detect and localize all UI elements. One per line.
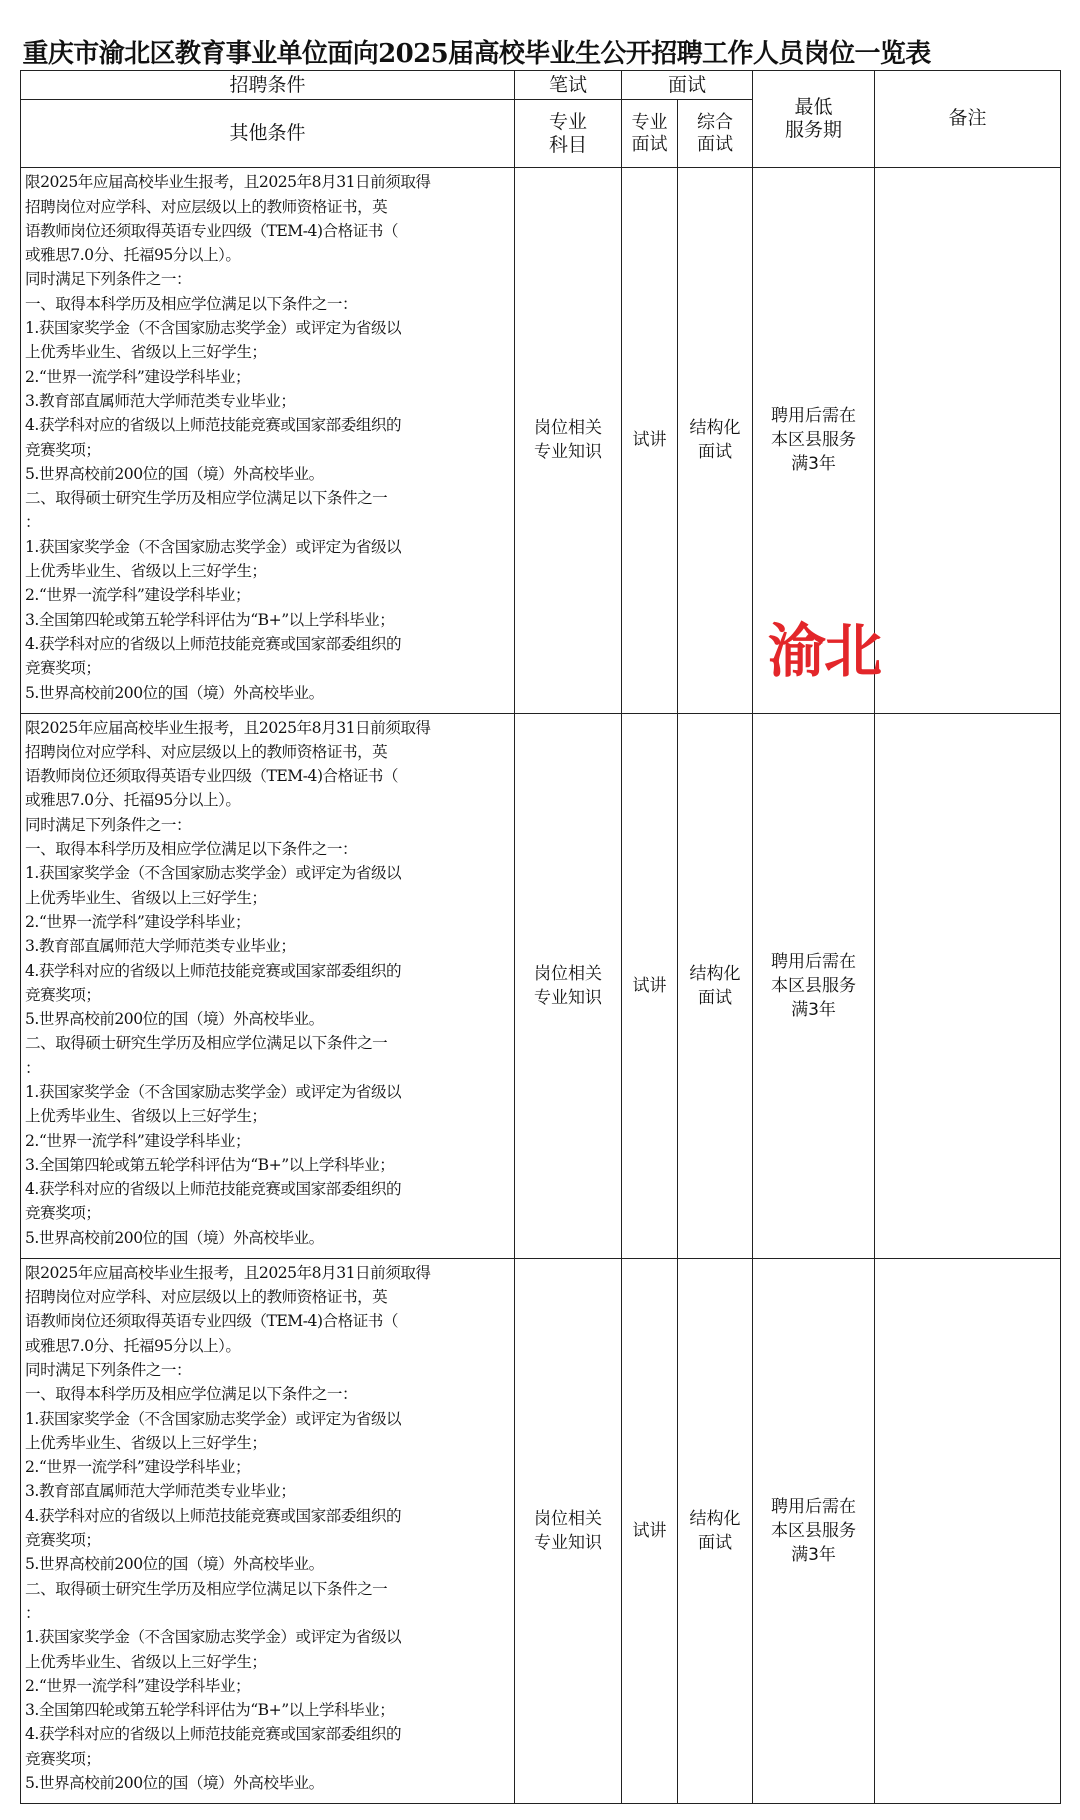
header-interview: 面试 — [622, 71, 753, 100]
table-body — [21, 168, 1061, 1804]
condition-line: 3.全国第四轮或第五轮学科评估为“B+”以上学科毕业； — [25, 610, 395, 629]
watermark-stamp: 渝北 — [768, 617, 881, 685]
condition-line: 2.“世界一流学科”建设学科毕业； — [25, 586, 251, 605]
condition-line: 或雅思7.0分、托福95分以上）。 — [25, 791, 241, 810]
condition-line: 4.获学科对应的省级以上师范技能竞赛或国家部委组织的 — [25, 1725, 402, 1744]
condition-line: 上优秀毕业生、省级以上三好学生； — [25, 562, 267, 581]
written-exam-cell-line: 专业知识 — [534, 987, 602, 1008]
condition-line: 招聘岗位对应学科、对应层级以上的教师资格证书，英 — [25, 742, 388, 761]
condition-line: ： — [25, 1603, 41, 1622]
header-general-interview-line1: 综合 — [697, 111, 733, 133]
condition-line: 竞赛奖项； — [25, 659, 101, 678]
condition-line: 5.世界高校前200位的国（境）外高校毕业。 — [25, 464, 324, 483]
condition-line: 2.“世界一流学科”建设学科毕业； — [25, 912, 251, 931]
condition-line: 竞赛奖项； — [25, 985, 101, 1004]
major-interview-cell — [622, 1258, 678, 1803]
major-interview-cell-line: 试讲 — [632, 1520, 667, 1541]
major-interview-cell — [622, 713, 678, 1258]
condition-line: 3.教育部直属师范大学师范类专业毕业； — [25, 391, 296, 410]
min-service-cell-line: 满3年 — [791, 999, 836, 1020]
header-recruit-conditions: 招聘条件 — [21, 71, 515, 100]
condition-line: 竞赛奖项； — [25, 1531, 101, 1550]
condition-line: 2.“世界一流学科”建设学科毕业； — [25, 1458, 251, 1477]
header-min-service-line1: 最低 — [794, 96, 833, 119]
header-major-interview-line2: 面试 — [631, 133, 668, 155]
condition-line: 4.获学科对应的省级以上师范技能竞赛或国家部委组织的 — [25, 1180, 402, 1199]
written-exam-cell-line: 岗位相关 — [534, 418, 602, 439]
page-title: 重庆市渝北区教育事业单位面向2025届高校毕业生公开招聘工作人员岗位一览表 — [22, 38, 931, 69]
conditions-cell — [21, 168, 515, 713]
condition-line: 招聘岗位对应学科、对应层级以上的教师资格证书，英 — [25, 197, 388, 216]
table-row — [21, 1258, 1061, 1803]
general-interview-cell-line: 面试 — [698, 1532, 732, 1553]
condition-line: 4.获学科对应的省级以上师范技能竞赛或国家部委组织的 — [25, 416, 402, 435]
condition-line: 1.获国家奖学金（不含国家励志奖学金）或评定为省级以 — [25, 1409, 402, 1428]
conditions-cell — [21, 713, 515, 1258]
condition-line: 一、取得本科学历及相应学位满足以下条件之一： — [25, 294, 358, 313]
condition-line: 5.世界高校前200位的国（境）外高校毕业。 — [25, 1774, 324, 1792]
header-major-subject-line2: 科目 — [548, 133, 587, 156]
condition-line: ： — [25, 1058, 41, 1077]
written-exam-cell-line: 专业知识 — [534, 442, 602, 463]
condition-line: 1.获国家奖学金（不含国家励志奖学金）或评定为省级以 — [25, 864, 402, 883]
condition-line: 限2025年应届高校毕业生报考，且2025年8月31日前须取得 — [25, 1263, 431, 1282]
condition-line: 上优秀毕业生、省级以上三好学生； — [25, 1652, 267, 1671]
condition-line: 一、取得本科学历及相应学位满足以下条件之一： — [25, 1385, 358, 1404]
remark-cell — [875, 168, 1061, 713]
condition-line: 语教师岗位还须取得英语专业四级（TEM-4)合格证书（ — [25, 767, 398, 786]
condition-line: 3.全国第四轮或第五轮学科评估为“B+”以上学科毕业； — [25, 1155, 395, 1174]
condition-line: 同时满足下列条件之一： — [25, 270, 192, 289]
general-interview-cell — [678, 713, 753, 1258]
header-major-interview — [622, 100, 678, 168]
condition-line: 1.获国家奖学金（不含国家励志奖学金）或评定为省级以 — [25, 1082, 402, 1101]
condition-line: 限2025年应届高校毕业生报考，且2025年8月31日前须取得 — [25, 718, 431, 737]
condition-line: 限2025年应届高校毕业生报考，且2025年8月31日前须取得 — [25, 173, 431, 192]
condition-line: 2.“世界一流学科”建设学科毕业； — [25, 1131, 251, 1150]
min-service-cell-line: 聘用后需在 — [771, 951, 856, 972]
condition-line: 招聘岗位对应学科、对应层级以上的教师资格证书，英 — [25, 1288, 388, 1307]
header-remarks: 备注 — [875, 71, 1061, 168]
min-service-cell-line: 聘用后需在 — [771, 1496, 856, 1517]
written-exam-cell-line: 专业知识 — [534, 1532, 602, 1553]
header-other-conditions: 其他条件 — [21, 100, 515, 168]
written-exam-cell — [515, 1258, 622, 1803]
min-service-cell-line: 本区县服务 — [771, 430, 856, 451]
general-interview-cell — [678, 1258, 753, 1803]
condition-line: 同时满足下列条件之一： — [25, 1360, 192, 1379]
min-service-cell — [753, 1258, 875, 1803]
condition-line: 5.世界高校前200位的国（境）外高校毕业。 — [25, 1555, 324, 1574]
condition-line: 二、取得硕士研究生学历及相应学位满足以下条件之一 — [25, 1034, 388, 1053]
condition-line: 3.教育部直属师范大学师范类专业毕业； — [25, 937, 296, 956]
condition-line: 2.“世界一流学科”建设学科毕业； — [25, 1676, 251, 1695]
condition-line: 4.获学科对应的省级以上师范技能竞赛或国家部委组织的 — [25, 1506, 402, 1525]
header-major-subject-line1: 专业 — [548, 110, 587, 133]
remark-cell — [875, 713, 1061, 1258]
table-row — [21, 713, 1061, 1258]
condition-line: 语教师岗位还须取得英语专业四级（TEM-4)合格证书（ — [25, 221, 398, 240]
condition-line: 二、取得硕士研究生学历及相应学位满足以下条件之一 — [25, 489, 388, 508]
condition-line: 4.获学科对应的省级以上师范技能竞赛或国家部委组织的 — [25, 634, 402, 653]
condition-line: 1.获国家奖学金（不含国家励志奖学金）或评定为省级以 — [25, 319, 402, 338]
condition-line: 二、取得硕士研究生学历及相应学位满足以下条件之一 — [25, 1579, 388, 1598]
min-service-cell-line: 满3年 — [791, 454, 836, 475]
condition-line: 一、取得本科学历及相应学位满足以下条件之一： — [25, 840, 358, 859]
general-interview-cell-line: 面试 — [698, 987, 732, 1008]
condition-line: 上优秀毕业生、省级以上三好学生； — [25, 888, 267, 907]
general-interview-cell-line: 结构化 — [689, 963, 741, 984]
condition-line: 5.世界高校前200位的国（境）外高校毕业。 — [25, 1228, 324, 1247]
condition-line: 5.世界高校前200位的国（境）外高校毕业。 — [25, 683, 324, 702]
recruitment-table — [20, 32, 1061, 1804]
condition-line: 3.教育部直属师范大学师范类专业毕业； — [25, 1482, 296, 1501]
min-service-cell — [753, 713, 875, 1258]
table-row — [21, 168, 1061, 713]
condition-line: 上优秀毕业生、省级以上三好学生； — [25, 1433, 267, 1452]
major-interview-cell-line: 试讲 — [632, 430, 667, 451]
condition-line: 3.全国第四轮或第五轮学科评估为“B+”以上学科毕业； — [25, 1701, 395, 1720]
condition-line: 或雅思7.0分、托福95分以上）。 — [25, 1336, 241, 1355]
header-min-service-line2: 服务期 — [784, 119, 842, 142]
condition-line: 竞赛奖项； — [25, 1749, 101, 1768]
condition-line: 上优秀毕业生、省级以上三好学生； — [25, 1107, 267, 1126]
condition-line: 或雅思7.0分、托福95分以上）。 — [25, 246, 241, 265]
condition-line: 4.获学科对应的省级以上师范技能竞赛或国家部委组织的 — [25, 961, 402, 980]
min-service-cell-line: 本区县服务 — [771, 1520, 856, 1541]
general-interview-cell-line: 面试 — [698, 442, 732, 463]
header-major-interview-line1: 专业 — [631, 111, 668, 133]
written-exam-cell — [515, 168, 622, 713]
header-min-service — [753, 71, 875, 168]
condition-line: ： — [25, 513, 41, 532]
min-service-cell-line: 本区县服务 — [771, 975, 856, 996]
header-major-subject — [515, 100, 622, 168]
remark-cell — [875, 1258, 1061, 1803]
general-interview-cell — [678, 168, 753, 713]
general-interview-cell-line: 结构化 — [689, 1508, 741, 1529]
condition-line: 1.获国家奖学金（不含国家励志奖学金）或评定为省级以 — [25, 1628, 402, 1647]
condition-line: 竞赛奖项； — [25, 440, 101, 459]
condition-line: 语教师岗位还须取得英语专业四级（TEM-4)合格证书（ — [25, 1312, 398, 1331]
written-exam-cell-line: 岗位相关 — [534, 963, 602, 984]
written-exam-cell — [515, 713, 622, 1258]
major-interview-cell — [622, 168, 678, 713]
written-exam-cell-line: 岗位相关 — [534, 1508, 602, 1529]
header-general-interview-line2: 面试 — [697, 133, 733, 155]
condition-line: 竞赛奖项； — [25, 1204, 101, 1223]
header-written-exam: 笔试 — [515, 71, 622, 100]
major-interview-cell-line: 试讲 — [632, 975, 667, 996]
condition-line: 上优秀毕业生、省级以上三好学生； — [25, 343, 267, 362]
condition-line: 1.获国家奖学金（不含国家励志奖学金）或评定为省级以 — [25, 537, 402, 556]
general-interview-cell-line: 结构化 — [689, 418, 741, 439]
conditions-cell — [21, 1258, 515, 1803]
condition-line: 同时满足下列条件之一： — [25, 815, 192, 834]
condition-line: 5.世界高校前200位的国（境）外高校毕业。 — [25, 1010, 324, 1029]
condition-line: 2.“世界一流学科”建设学科毕业； — [25, 367, 251, 386]
min-service-cell-line: 聘用后需在 — [771, 406, 856, 427]
header-general-interview — [678, 100, 753, 168]
min-service-cell-line: 满3年 — [791, 1544, 836, 1565]
